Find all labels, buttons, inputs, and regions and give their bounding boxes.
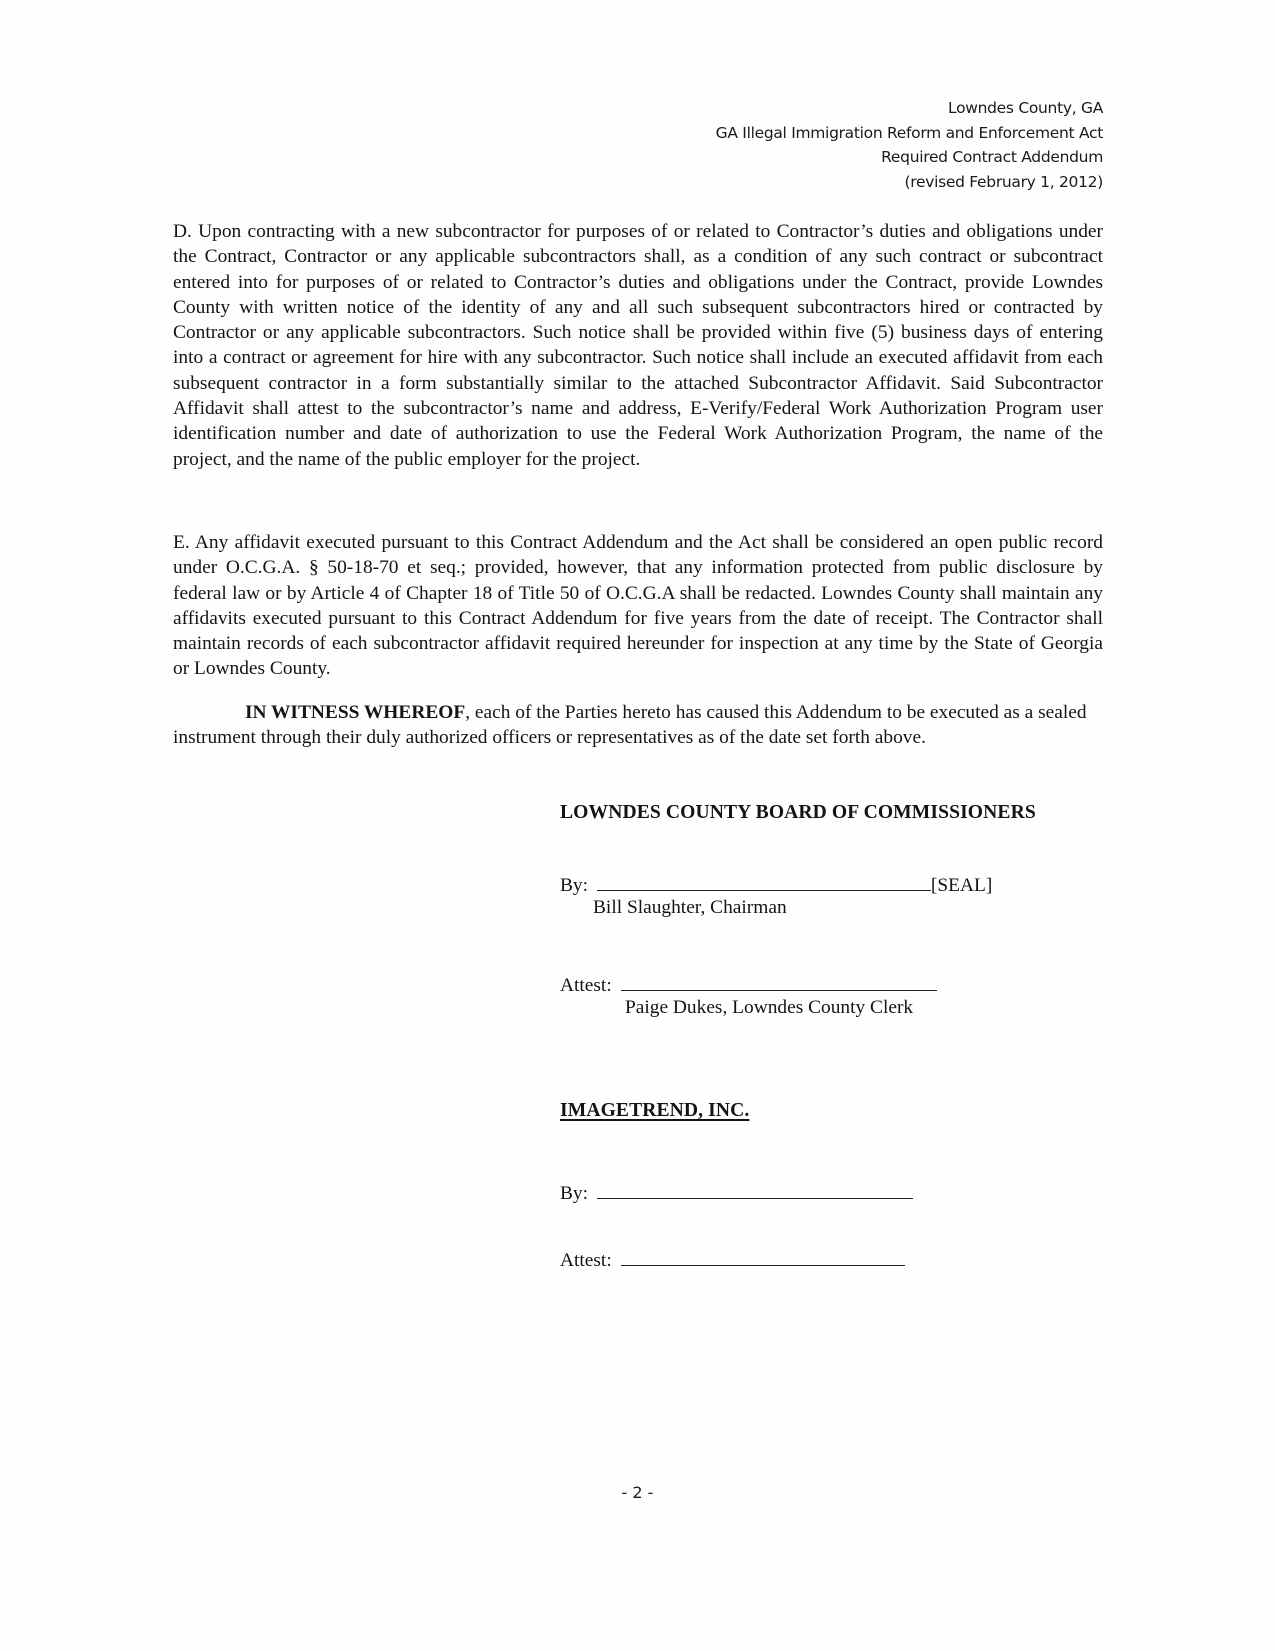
county-clerk-name: Paige Dukes, Lowndes County Clerk xyxy=(625,997,914,1018)
county-signature-heading: LOWNDES COUNTY BOARD OF COMMISSIONERS xyxy=(560,802,1036,823)
county-attest-row xyxy=(560,972,937,997)
witness-clause xyxy=(173,700,1103,751)
county-attest-signature-line[interactable] xyxy=(621,972,937,991)
vendor-by-signature-line[interactable] xyxy=(597,1180,913,1199)
vendor-attest-row xyxy=(560,1247,905,1272)
page-number: - 2 - xyxy=(621,1483,654,1502)
witness-heading: IN WITNESS WHEREOF xyxy=(245,702,466,723)
vendor-signature-heading: IMAGETREND, INC. xyxy=(560,1100,750,1121)
witness-text: , each of the Parties hereto has caused this Addendum to be executed as a sealed instrument through their duly authorized officers or representatives as of the date set forth above. xyxy=(173,702,1087,749)
paragraph-d: D. Upon contracting with a new subcontractor for purposes of or related to Contractor’s duties and obligations under the Contract, Contractor or any applicable subcontractors shall, as a condition of any such contract or subcontract entered into for purposes of or related to Contractor’s duties and obligations under the Contract, provide Lowndes County with written notice of the identity of any and all such subsequent subcontractors hired or contracted by Contractor or any applicable subcontractors. Such notice shall be provided within five (5) business days of entering into a contract or agreement for hire with any subcontractor. Such notice shall include an executed affidavit from each subsequent contractor in a form substantially similar to the attached Subcontractor Affidavit. Said Subcontractor Affidavit shall attest to the subcontractor’s name and address, E-Verify/Federal Work Authorization Program user identification number and date of authorization to use the Federal Work Authorization Program, the name of the project, and the name of the public employer for the project. xyxy=(173,221,1103,470)
paragraph-e: E. Any affidavit executed pursuant to this Contract Addendum and the Act shall be considered an open public record under O.C.G.A. § 50-18-70 et seq.; provided, however, that any information protected from public disclosure by federal law or by Article 4 of Chapter 18 of Title 50 of O.C.G.A shall be redacted. Lowndes County shall maintain any affidavits executed pursuant to this Contract Addendum for five years from the date of receipt. The Contractor shall maintain records of each subcontractor affidavit required hereunder for inspection at any time by the State of Georgia or Lowndes County. xyxy=(173,532,1103,680)
header-county: Lowndes County, GA xyxy=(948,99,1103,117)
county-by-row xyxy=(560,872,992,897)
header-act-title: GA Illegal Immigration Reform and Enforcement Act xyxy=(715,123,1103,142)
vendor-by-label: By: xyxy=(560,1183,589,1204)
vendor-by-row xyxy=(560,1180,913,1205)
document-header xyxy=(716,96,1103,194)
header-revision-date: (revised February 1, 2012) xyxy=(904,172,1103,191)
seal-label: [SEAL] xyxy=(930,875,993,896)
vendor-attest-signature-line[interactable] xyxy=(621,1247,905,1266)
county-by-signature-line[interactable] xyxy=(597,872,931,891)
vendor-attest-label: Attest: xyxy=(560,1250,612,1271)
county-attest-label: Attest: xyxy=(560,975,612,996)
header-addendum-title: Required Contract Addendum xyxy=(881,148,1103,166)
county-signer-name: Bill Slaughter, Chairman xyxy=(593,897,787,918)
county-by-label: By: xyxy=(560,875,589,896)
